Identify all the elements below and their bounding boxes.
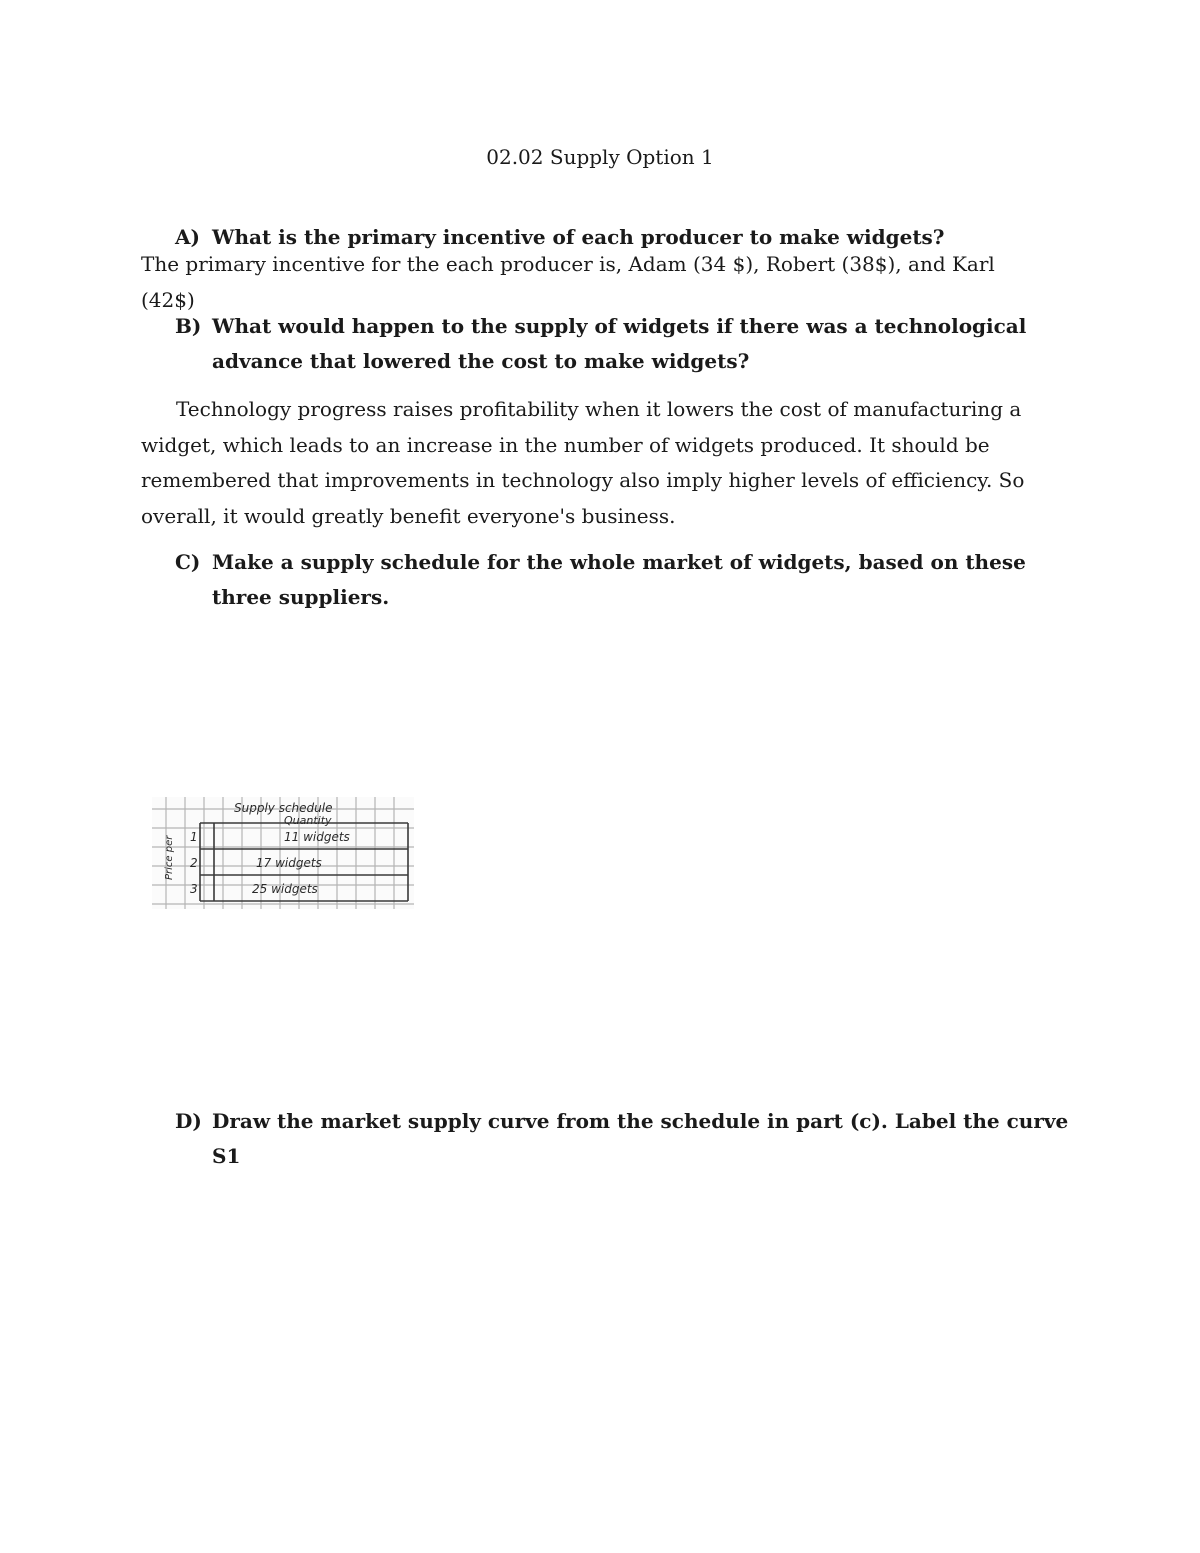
question-c-letter: C) — [175, 550, 201, 574]
question-d-text: Draw the market supply curve from the schedule in part (c). Label the curve S1 — [212, 1109, 1069, 1168]
sketch-price-1: 1 — [190, 830, 198, 844]
sketch-price-2: 2 — [190, 856, 198, 870]
question-d-letter: D) — [175, 1109, 202, 1133]
question-b-text: What would happen to the supply of widgets if there was a technological advance that lowered the cost to make widgets? — [212, 314, 1027, 373]
sketch-heading: Supply schedule — [234, 801, 333, 815]
sketch-price-3: 3 — [190, 882, 198, 896]
answer-b: Technology progress raises profitability when it lowers the cost of manufacturing a widget, which leads to an increase in the number of widgets produced. It should be remembered that improvements in technology also imply higher levels of efficiency. So overall, it would greatly benefit everyone's business. — [141, 397, 1025, 528]
question-b-letter: B) — [175, 314, 202, 338]
sketch-quantity-1: 11 widgets — [284, 830, 350, 844]
supply-schedule-sketch — [152, 797, 414, 909]
document-title: 02.02 Supply Option 1 — [486, 145, 714, 169]
question-d — [175, 1104, 1075, 1174]
sketch-row-axis-label: Price per — [164, 835, 175, 880]
question-a-letter: A) — [175, 225, 200, 249]
sketch-quantity-3: 25 widgets — [252, 882, 318, 896]
sketch-column-label: Quantity — [284, 814, 332, 827]
question-c-text: Make a supply schedule for the whole market of widgets, based on these three suppliers. — [212, 550, 1026, 609]
question-c — [175, 545, 1055, 615]
question-b — [175, 309, 1055, 379]
sketch-quantity-2: 17 widgets — [256, 856, 322, 870]
question-a-text: What is the primary incentive of each producer to make widgets? — [212, 225, 945, 249]
answer-a: The primary incentive for the each producer is, Adam (34 $), Robert (38$), and Karl (42$) — [141, 252, 995, 312]
